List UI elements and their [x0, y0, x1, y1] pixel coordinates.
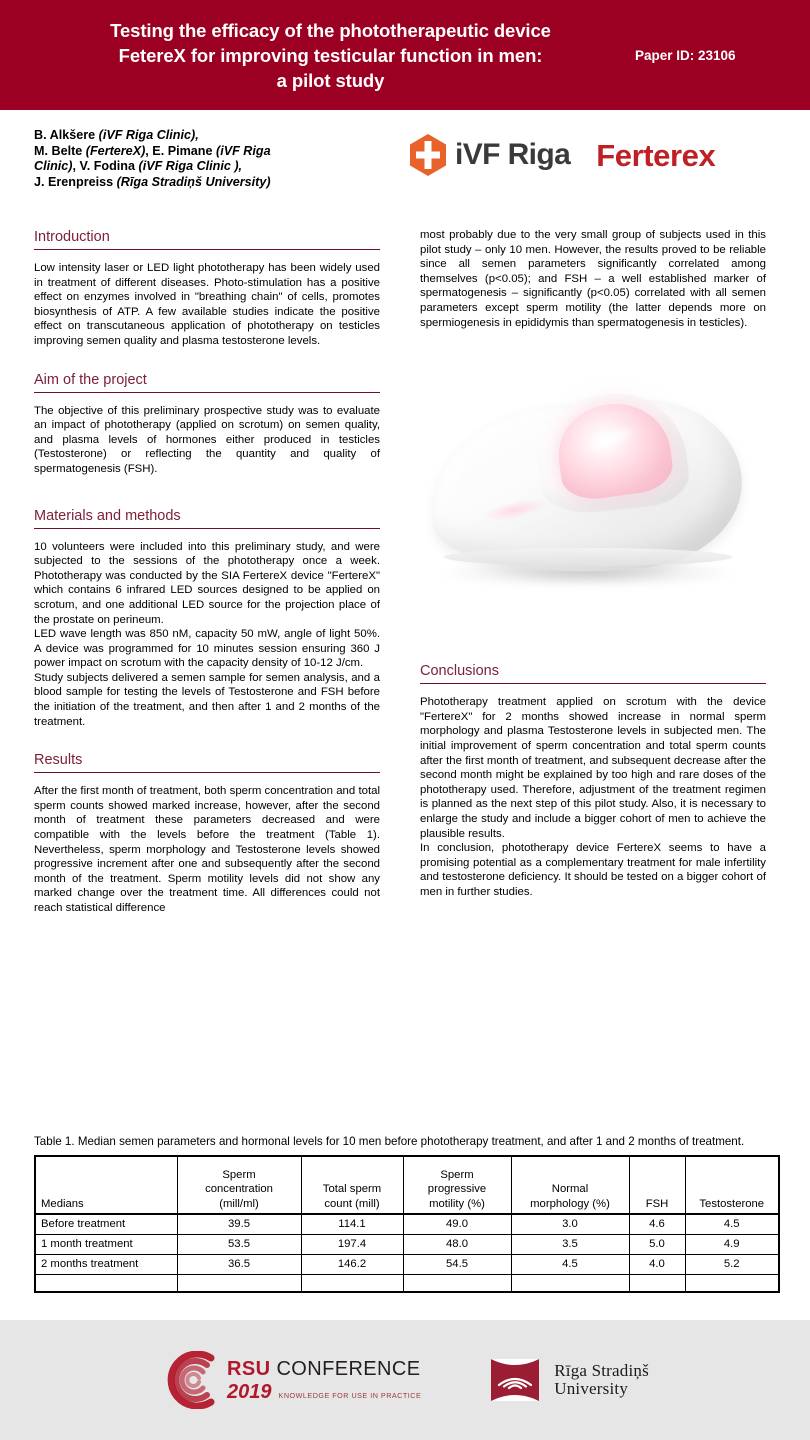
aim-heading: Aim of the project [34, 371, 147, 388]
ferterex-logo: Ferterex [596, 137, 716, 173]
section-conclusions [420, 662, 766, 899]
conference-year: 2019 [227, 1380, 272, 1403]
poster-header [0, 0, 810, 110]
rsu-conference-logo [161, 1351, 421, 1409]
introduction-heading: Introduction [34, 229, 110, 245]
poster-columns [0, 228, 810, 916]
column-header-sperm-progressive-motility: Sperm progressive motility (%) [403, 1156, 511, 1214]
empty-cell [685, 1274, 779, 1292]
cell-value: 197.4 [301, 1234, 403, 1254]
table-row [35, 1254, 779, 1274]
rsu-conference-wordmark [227, 1359, 421, 1402]
row-label: 2 months treatment [35, 1254, 177, 1274]
cell-value: 49.0 [403, 1214, 511, 1234]
riga-stradins-university-logo [487, 1355, 649, 1405]
empty-cell [629, 1274, 685, 1292]
spacer [34, 729, 380, 751]
conference-word: CONFERENCE [270, 1357, 421, 1380]
aim-text: The objective of this preliminary prospective study was to evaluate an impact of phototherapy (applied on scrotum) on semen quality, and plasma levels of hormones either produced in testicles (Testosterone) or reflecting the quantity and quality of spermatogenesis (FSH). [34, 404, 380, 475]
brand-logos [404, 128, 782, 176]
conclusions-heading: Conclusions [420, 663, 499, 680]
section-results [34, 751, 380, 915]
column-header-testosterone: Testosterone [685, 1156, 779, 1214]
author-line-4: J. Erenpreiss (Rīga Stradiņš University) [34, 174, 271, 189]
cell-value: 114.1 [301, 1214, 403, 1234]
empty-cell [301, 1274, 403, 1292]
table-row [35, 1214, 779, 1234]
spiral-swirl-icon [161, 1351, 219, 1409]
row-label: Before treatment [35, 1214, 177, 1234]
page-title [0, 18, 635, 93]
column-header-medians: Medians [35, 1156, 177, 1214]
table-caption: Table 1. Median semen parameters and hormonal levels for 10 men before phototherapy treatment, and after 1 and 2 months of treatment. [34, 1135, 745, 1148]
row-label: 1 month treatment [35, 1234, 177, 1254]
cell-value: 4.6 [629, 1214, 685, 1234]
cell-value: 4.0 [629, 1254, 685, 1274]
materials-paragraph-3: Study subjects delivered a semen sample for semen analysis, and a blood sample for testing the levels of Testosterone and FSH before the initiation of the treatment, and then after 1 and 2 months of the treatment. [34, 671, 380, 728]
section-divider [34, 249, 380, 250]
author-line-3: Clinic), V. Fodina (iVF Riga Clinic ), [34, 159, 243, 174]
empty-cell [511, 1274, 629, 1292]
column-header-fsh: FSH [629, 1156, 685, 1214]
left-column [0, 228, 390, 916]
author-line-2: M. Belte (FertereX), E. Pimane (iVF Riga [34, 143, 271, 158]
rsu-conference-title [227, 1359, 421, 1379]
table-header [35, 1156, 779, 1214]
cell-value: 4.5 [511, 1254, 629, 1274]
paper-id: Paper ID: 23106 [635, 47, 736, 63]
results-text: After the first month of treatment, both sperm concentration and total sperm counts showed marked increase, however, after the second month of treatment these parameters decreased and were compatible with the levels before the treatment (Table 1). Nevertheless, sperm morphology and Testosterone levels showed progressive increment after one and subsequently after the second month of the treatment. Sperm motility levels did not show any marked change over the treatment time. All differences could not reach statistical difference [34, 785, 380, 914]
materials-heading: Materials and methods [34, 507, 181, 524]
ivf-riga-logo [410, 134, 570, 176]
rsu-shield-icon [487, 1355, 543, 1405]
cell-value: 39.5 [177, 1214, 301, 1234]
right-column [390, 228, 780, 916]
cell-value: 5.2 [685, 1254, 779, 1274]
hexagon-cross-icon [410, 134, 446, 176]
section-materials-methods [34, 507, 380, 730]
section-divider [34, 772, 380, 773]
cell-value: 3.0 [511, 1214, 629, 1234]
title-line-2: FetereX for improving testicular function in men: [118, 44, 543, 66]
cell-value: 146.2 [301, 1254, 403, 1274]
title-line-3: a pilot study [276, 69, 385, 91]
column-header-normal-morphology: Normal morphology (%) [511, 1156, 629, 1214]
device-image [420, 352, 770, 652]
authors-and-logos-row [0, 110, 810, 225]
ivf-riga-wordmark: iVF Riga [455, 138, 571, 171]
university-line-2: University [554, 1379, 629, 1398]
introduction-text: Low intensity laser or LED light phototherapy has been widely used in treatment of different diseases. Photo-stimulation has a positive effect on enzymes involved in "breathing chain" of cells, promotes biosynthesis of ATP. A few available studies indicate the positive effect on transcutaneous application of phototherapy on testicles improving semen quality and plasma testosterone levels. [34, 262, 380, 347]
table-row [35, 1234, 779, 1254]
title-line-1: Testing the efficacy of the phototherapeutic device [110, 19, 551, 41]
cell-value: 4.9 [685, 1234, 779, 1254]
university-line-1: Rīga Stradiņš [554, 1360, 649, 1380]
empty-cell [177, 1274, 301, 1292]
cell-value: 48.0 [403, 1234, 511, 1254]
empty-cell [35, 1274, 177, 1292]
section-divider [420, 683, 766, 684]
cell-value: 36.5 [177, 1254, 301, 1274]
materials-paragraph-1: 10 volunteers were included into this preliminary study, and were subjected to the sessions of the phototherapy once a week. Phototherapy was conducted by the SIA FertereX device "FertereX" which contains 6 infrared LED sources designed to be applied on scrotum, and one additional LED source for the projection place of the prostate on perineum. [34, 540, 380, 626]
column-header-total-sperm-count: Total sperm count (mill) [301, 1156, 403, 1214]
table-body [35, 1214, 779, 1292]
cell-value: 54.5 [403, 1254, 511, 1274]
rsu-abbrev: RSU [227, 1357, 271, 1380]
author-list [34, 128, 404, 190]
university-wordmark [554, 1362, 649, 1399]
rsu-conference-subline [227, 1382, 421, 1402]
conference-tagline: KNOWLEDGE FOR USE IN PRACTICE [278, 1390, 422, 1400]
conclusions-paragraph-1: Phototherapy treatment applied on scrotum with the device "FertereX" for 2 months showed increase in normal sperm morphology and plasma Testosterone levels in subjected men. The initial improvement of sperm concentration and total sperm counts after the first month of treatment, and subsequent decrease after the second month might be explained by too high and rare doses of the phototherapy used. Therefore, adjustment of the treatment regimen is planned as the next step of this pilot study. Also, it is necessary to enlarge the study and include a bigger cohort of men to achieve the plausible results. [420, 696, 766, 840]
table-empty-row [35, 1274, 779, 1292]
empty-cell [403, 1274, 511, 1292]
section-divider [34, 392, 380, 393]
cell-value: 53.5 [177, 1234, 301, 1254]
conclusions-paragraph-2: In conclusion, phototherapy device FertereX seems to have a promising potential as a complementary treatment for male infertility and testosterone deficiency. It should be tested on a bigger cohort of men in further studies. [420, 842, 766, 898]
section-aim [34, 371, 380, 477]
section-divider [34, 528, 380, 529]
results-heading: Results [34, 752, 83, 769]
materials-paragraph-2: LED wave length was 850 nM, capacity 50 mW, angle of light 50%. A device was programmed for 10 minutes session ensuring 360 J power impact on scrotum with the capacity density of 10-12 J/cm. [34, 628, 380, 670]
author-line-1: B. Alkšere (iVF Riga Clinic), [34, 128, 199, 142]
cell-value: 4.5 [685, 1214, 779, 1234]
results-continued-text: most probably due to the very small group of subjects used in this pilot study – only 10 men. However, the results proved to be reliable since all semen parameters significantly correlated among themselves (p<0.05); and FSH – a well established marker of spermatogenesis – significantly (p<0.05) correlated with all semen parameters except sperm motility (the latter depends more on spermiogenesis in epididymis than spermatogenesis in testicles). [420, 229, 766, 329]
section-introduction [34, 228, 380, 349]
spacer [34, 477, 380, 507]
poster-footer [0, 1320, 810, 1440]
results-table [34, 1155, 780, 1293]
cell-value: 3.5 [511, 1234, 629, 1254]
cell-value: 5.0 [629, 1234, 685, 1254]
results-table-block [34, 1134, 778, 1293]
table-header-row [35, 1156, 779, 1214]
spacer [34, 349, 380, 371]
column-header-sperm-concentration: Sperm concentration (mill/ml) [177, 1156, 301, 1214]
